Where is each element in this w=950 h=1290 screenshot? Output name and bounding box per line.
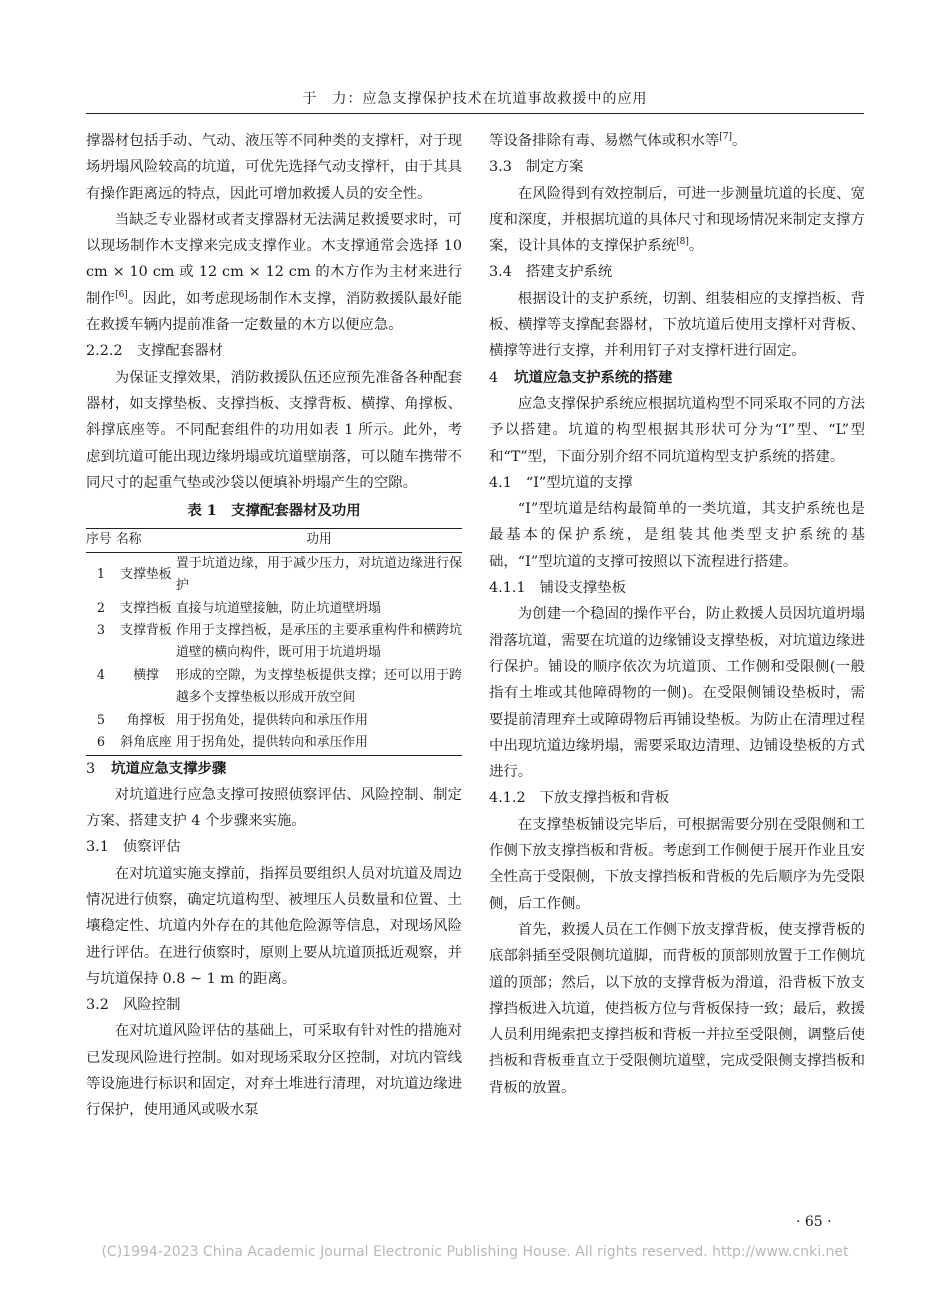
citation: [7]: [719, 132, 733, 143]
table-row: 5 角撑板 用于拐角处，提供转向和承压作用: [96, 712, 368, 728]
citation: [6]: [115, 289, 128, 300]
table-row: 1 支撑垫板 置于坑道边缘，用于减少压力，对坑道边缘进行保护: [96, 555, 462, 594]
paragraph: 等设备排除有毒、易燃气体或积水等[7]。: [489, 132, 747, 149]
section-heading: 4.1 “I”型坑道的支撑: [489, 474, 633, 491]
section-heading: 4.1.1 铺设支撑垫板: [489, 580, 626, 597]
copyright-footer: (C)1994-2023 China Academic Journal Electronic Publishing House. All rights reserved. http://www.cnki.net: [101, 1244, 849, 1260]
section-heading: 4 坑道应急支护系统的搭建: [489, 368, 673, 386]
paragraph: 在风险得到有效控制后，可进一步测量坑道的长度、宽度和深度，并根据坑道的具体尺寸和现场情况来制定支撑方案，设计具体的支撑保护系统[8]。: [489, 185, 865, 255]
section-heading: 3.1 侦察评估: [86, 839, 181, 856]
paragraph: 撑器材包括手动、气动、液压等不同种类的支撑杆，对于现场坍塌风险较高的坑道，可优先选择气动支撑杆，由于其具有操作距离远的特点，因此可增加救援人员的安全性。: [86, 133, 462, 202]
paragraph: 为创建一个稳固的操作平台，防止救援人员因坑道坍塌滑落坑道，需要在坑道的边缘铺设支撑垫板，对坑道边缘进行保护。铺设的顺序依次为坑道顶、工作侧和受限侧(一般指有土堆或其他障碍物的一侧)。在受限侧铺设垫板时，需要提前清理弃土或障碍物后再铺设垫板。为防止在清理过程中出现坑道边缘坍塌，需要采取边清理、边铺设垫板的方式进行。: [489, 606, 865, 781]
section-heading: 4.1.2 下放支撑挡板和背板: [489, 790, 670, 807]
paragraph: 应急支撑保护系统应根据坑道构型不同采取不同的方法予以搭建。坑道的构型根据其形状可分为“I”型、“L”型和“T”型，下面分别介绍不同坑道构型支护系统的搭建。: [489, 395, 865, 465]
table-row: 6 斜角底座 用于拐角处，提供转向和承压作用: [86, 732, 462, 755]
section-heading: 3.3 制定方案: [489, 159, 584, 176]
table-title: 表 1 支撑配套器材及功用: [187, 502, 361, 520]
table-header-name: 名称: [116, 529, 176, 552]
paragraph: 首先，救援人员在工作侧下放支撑背板，使支撑背板的底部斜插至受限侧坑道脚，而背板的顶部则放置于工作侧坑道的顶部；然后，以下放的支撑背板为滑道，沿背板下放支撑挡板进入坑道，使挡板方位与背板保持一致；最后，救援人员利用绳索把支撑挡板和背板一并拉至受限侧，调整后使挡板和背板垂直立于受限侧坑道壁，完成受限侧支撑挡板和背板的放置。: [489, 921, 865, 1096]
equipment-table: [86, 528, 462, 755]
right-column: [489, 128, 865, 1101]
paragraph: 根据设计的支护系统，切割、组装相应的支撑挡板、背板、横撑等支撑配套器材，下放坑道后使用支撑杆对背板、横撑等进行支撑，并利用钉子对支撑杆进行固定。: [489, 290, 865, 360]
citation: [8]: [676, 237, 689, 248]
header-rule: [86, 113, 864, 114]
section-heading: 2.2.2 支撑配套器材: [86, 343, 223, 360]
paragraph: 为保证支撑效果，消防救援队伍还应预先准备各种配套器材，如支撑垫板、支撑挡板、支撑背板、横撑、角撑板、斜撑底座等。不同配套组件的功用如表 1 所示。此外，考虑到坑道可能出现边缘坍塌或坑道壁崩落，可以随车携带不同尺寸的起重气垫或沙袋以便填补坍塌产生的空隙。: [86, 369, 462, 491]
table-row: 3 支撑背板 作用于支撑挡板，是承压的主要承重构件和横跨坑道壁的横向构件，既可用于坑道坍塌: [96, 623, 462, 661]
table-row: 2 支撑挡板 直接与坑道壁接触，防止坑道壁坍塌: [96, 600, 381, 616]
section-heading: 3 坑道应急支撑步骤: [86, 759, 227, 777]
table-header-no: 序号: [86, 529, 116, 552]
left-column: [86, 128, 462, 1124]
section-heading: 3.2 风险控制: [86, 997, 181, 1014]
page-number: · 65 ·: [796, 1214, 832, 1230]
section-heading: 3.4 搭建支护系统: [489, 264, 613, 281]
paragraph: 当缺乏专业器材或者支撑器材无法满足救援要求时，可以现场制作木支撑来完成支撑作业。木支撑通常会选择 10 cm × 10 cm 或 12 cm × 12 cm 的木方作为主材来进行制作[6]。因此，如考虑现场制作木支撑，消防救援队最好能在救援车辆内提前准备一定数量的木方以便应急。: [86, 211, 462, 334]
table-row: 4 横撑 形成的空隙，为支撑垫板提供支撑；还可以用于跨越多个支撑垫板以形成开放空间: [96, 667, 462, 706]
paragraph: “I”型坑道是结构最简单的一类坑道，其支护系统也是最基本的保护系统，是组装其他类型支护系统的基础，“I”型坑道的支撑可按照以下流程进行搭建。: [489, 501, 865, 570]
paragraph: 在对坑道风险评估的基础上，可采取有针对性的措施对已发现风险进行控制。如对现场采取分区控制，对坑内管线等设施进行标识和固定，对弃土堆进行清理，对坑道边缘进行保护，使用通风或吸水泵: [86, 1023, 462, 1119]
running-header: 于 力：应急支撑保护技术在坑道事故救援中的应用: [302, 91, 648, 107]
paragraph: 对坑道进行应急支撑可按照侦察评估、风险控制、制定方案、搭建支护 4 个步骤来实施。: [86, 786, 462, 830]
table-header-function: 功用: [176, 529, 462, 552]
paragraph: 在支撑垫板铺设完毕后，可根据需要分别在受限侧和工作侧下放支撑挡板和背板。考虑到工作侧便于展开作业且安全性高于受限侧，下放支撑挡板和背板的先后顺序为先受限侧，后工作侧。: [489, 816, 865, 912]
paragraph: 在对坑道实施支撑前，指挥员要组织人员对坑道及周边情况进行侦察，确定坑道构型、被埋压人员数量和位置、土壤稳定性、坑道内外存在的其他危险源等信息，对现场风险进行评估。在进行侦察时，原则上要从坑道顶抵近观察，并与坑道保持 0.8 ~ 1 m 的距离。: [86, 865, 462, 987]
